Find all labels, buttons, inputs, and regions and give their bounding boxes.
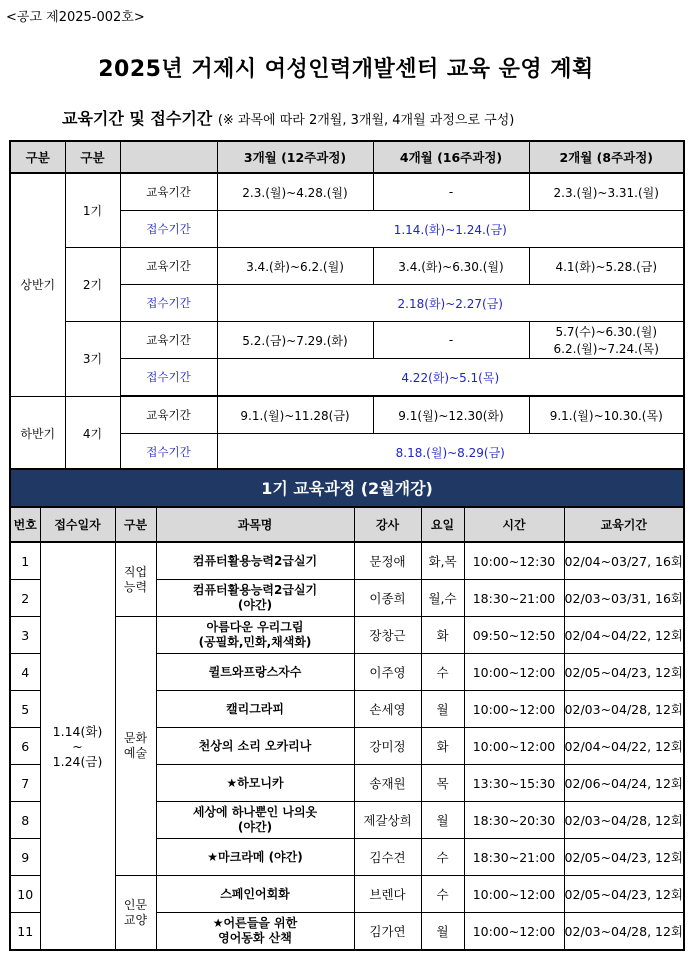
- header-cell: 시간: [464, 507, 564, 542]
- edu-period-cell: 9.1(월)~12.30(화): [373, 396, 529, 434]
- course-subject: ★어른들을 위한 영어동화 산책: [156, 913, 354, 951]
- course-number: 3: [10, 617, 40, 654]
- course-category: 문화 예술: [115, 617, 156, 876]
- term-label: 4기: [65, 396, 120, 471]
- reg-period-cell: 4.22(화)~5.1(목): [217, 359, 684, 397]
- term-label: 2기: [65, 248, 120, 322]
- header-cell: 교육기간: [564, 507, 684, 542]
- course-day: 목: [421, 765, 464, 802]
- edu-period-row: [10, 396, 684, 434]
- course-period: 02/04~04/22, 12회: [564, 728, 684, 765]
- course-time: 18:30~21:00: [464, 580, 564, 617]
- course-subject: ★하모니카: [156, 765, 354, 802]
- course-subject: 세상에 하나뿐인 나의옷 (야간): [156, 802, 354, 839]
- course-day: 수: [421, 654, 464, 691]
- course-period: 02/03~04/28, 12회: [564, 691, 684, 728]
- course-period: 02/05~04/23, 12회: [564, 839, 684, 876]
- course-subject: 퀼트와프랑스자수: [156, 654, 354, 691]
- course-day: 월: [421, 802, 464, 839]
- course-number: 11: [10, 913, 40, 951]
- course-time: 10:00~12:30: [464, 542, 564, 580]
- schedule-table: [9, 140, 685, 472]
- course-teacher: 김수견: [354, 839, 421, 876]
- course-period: 02/03~03/31, 16회: [564, 580, 684, 617]
- course-subject: 컴퓨터활용능력2급실기 (야간): [156, 580, 354, 617]
- term-label: 3기: [65, 322, 120, 397]
- course-number: 4: [10, 654, 40, 691]
- edu-period-cell: 9.1.(월)~11.28(금): [217, 396, 373, 434]
- course-time: 10:00~12:00: [464, 913, 564, 951]
- course-day: 화: [421, 728, 464, 765]
- course-number: 6: [10, 728, 40, 765]
- edu-period-cell: 9.1.(월)~10.30.(목): [529, 396, 684, 434]
- course-teacher: 제갈상희: [354, 802, 421, 839]
- course-time: 10:00~12:00: [464, 728, 564, 765]
- course-period: 02/03~04/28, 12회: [564, 913, 684, 951]
- edu-period-cell: -: [373, 173, 529, 211]
- edu-period-cell: 2.3.(월)~4.28.(월): [217, 173, 373, 211]
- course-number: 2: [10, 580, 40, 617]
- course-number: 7: [10, 765, 40, 802]
- course-header-row: [10, 507, 684, 542]
- subtitle-note: (※ 과목에 따라 2개월, 3개월, 4개월 과정으로 구성): [217, 113, 515, 128]
- course-day: 화,목: [421, 542, 464, 580]
- course-period: 02/05~04/23, 12회: [564, 654, 684, 691]
- edu-period-cell: 5.7(수)~6.30.(월) 6.2.(월)~7.24.(목): [529, 322, 684, 359]
- course-category: 직업 능력: [115, 542, 156, 617]
- header-cell: 과목명: [156, 507, 354, 542]
- course-teacher: 송재원: [354, 765, 421, 802]
- course-number: 8: [10, 802, 40, 839]
- course-period: 02/04~03/27, 16회: [564, 542, 684, 580]
- course-subject: ★마크라메 (야간): [156, 839, 354, 876]
- reg-period-cell: 8.18.(월)~8.29(금): [217, 434, 684, 472]
- edu-period-cell: 3.4.(화)~6.30.(월): [373, 248, 529, 285]
- course-teacher: 이주영: [354, 654, 421, 691]
- course-time: 10:00~12:00: [464, 654, 564, 691]
- edu-period-row: [10, 322, 684, 359]
- course-number: 9: [10, 839, 40, 876]
- course-day: 월,수: [421, 580, 464, 617]
- reg-period-label: 접수기간: [120, 285, 217, 322]
- edu-period-cell: -: [373, 322, 529, 359]
- course-day: 수: [421, 839, 464, 876]
- section-subtitle: [62, 106, 514, 129]
- edu-period-cell: 2.3.(월)~3.31.(월): [529, 173, 684, 211]
- header-cell: 4개월 (16주과정): [373, 141, 529, 173]
- header-cell: 접수일자: [40, 507, 115, 542]
- header-cell: [120, 141, 217, 173]
- edu-period-label: 교육기간: [120, 396, 217, 434]
- header-cell: 번호: [10, 507, 40, 542]
- edu-period-cell: 3.4.(화)~6.2.(월): [217, 248, 373, 285]
- reg-period-cell: 2.18(화)~2.27(금): [217, 285, 684, 322]
- course-subject: 아름다운 우리그림 (공필화,민화,채색화): [156, 617, 354, 654]
- header-cell: 3개월 (12주과정): [217, 141, 373, 173]
- edu-period-label: 교육기간: [120, 322, 217, 359]
- course-period: 02/06~04/24, 12회: [564, 765, 684, 802]
- half-label: 상반기: [10, 173, 65, 396]
- header-cell: 구분: [115, 507, 156, 542]
- course-category: 인문 교양: [115, 876, 156, 951]
- course-number: 1: [10, 542, 40, 580]
- course-teacher: 강미정: [354, 728, 421, 765]
- edu-period-row: [10, 248, 684, 285]
- header-cell: 요일: [421, 507, 464, 542]
- course-time: 13:30~15:30: [464, 765, 564, 802]
- notice-number: <공고 제2025-002호>: [6, 10, 145, 25]
- schedule-header-row: [10, 141, 684, 173]
- reg-period-cell: 1.14.(화)~1.24.(금): [217, 211, 684, 248]
- course-time: 09:50~12:50: [464, 617, 564, 654]
- course-period: 02/04~04/22, 12회: [564, 617, 684, 654]
- reg-period-label: 접수기간: [120, 359, 217, 397]
- term-label: 1기: [65, 173, 120, 248]
- course-period: 02/03~04/28, 12회: [564, 802, 684, 839]
- course-teacher: 손세영: [354, 691, 421, 728]
- header-cell: 구분: [65, 141, 120, 173]
- reg-period-label: 접수기간: [120, 211, 217, 248]
- course-day: 월: [421, 691, 464, 728]
- edu-period-row: [10, 173, 684, 211]
- half-label: 하반기: [10, 396, 65, 471]
- course-table: [9, 468, 685, 951]
- edu-period-cell: 4.1(화)~5.28.(금): [529, 248, 684, 285]
- course-subject: 캘리그라피: [156, 691, 354, 728]
- course-subject: 스페인어회화: [156, 876, 354, 913]
- course-time: 10:00~12:00: [464, 691, 564, 728]
- course-teacher: 문정애: [354, 542, 421, 580]
- course-reg-period: 1.14(화) ~ 1.24(금): [40, 542, 115, 950]
- edu-period-cell: 5.2.(금)~7.29.(화): [217, 322, 373, 359]
- header-cell: 2개월 (8주과정): [529, 141, 684, 173]
- course-time: 18:30~20:30: [464, 802, 564, 839]
- edu-period-label: 교육기간: [120, 248, 217, 285]
- course-banner: 1기 교육과정 (2월개강): [10, 469, 684, 507]
- course-day: 월: [421, 913, 464, 951]
- course-time: 10:00~12:00: [464, 876, 564, 913]
- header-cell: 강사: [354, 507, 421, 542]
- header-cell: 구분: [10, 141, 65, 173]
- subtitle-text: 교육기간 및 접수기간: [62, 109, 213, 128]
- table-row: [10, 542, 684, 580]
- course-number: 5: [10, 691, 40, 728]
- course-period: 02/05~04/23, 12회: [564, 876, 684, 913]
- course-time: 18:30~21:00: [464, 839, 564, 876]
- course-subject: 컴퓨터활용능력2급실기: [156, 542, 354, 580]
- course-day: 수: [421, 876, 464, 913]
- course-teacher: 브렌다: [354, 876, 421, 913]
- course-teacher: 장창근: [354, 617, 421, 654]
- course-subject: 천상의 소리 오카리나: [156, 728, 354, 765]
- reg-period-label: 접수기간: [120, 434, 217, 472]
- course-teacher: 김가연: [354, 913, 421, 951]
- course-teacher: 이종희: [354, 580, 421, 617]
- page-title: 2025년 거제시 여성인력개발센터 교육 운영 계획: [98, 57, 594, 82]
- course-day: 화: [421, 617, 464, 654]
- edu-period-label: 교육기간: [120, 173, 217, 211]
- course-number: 10: [10, 876, 40, 913]
